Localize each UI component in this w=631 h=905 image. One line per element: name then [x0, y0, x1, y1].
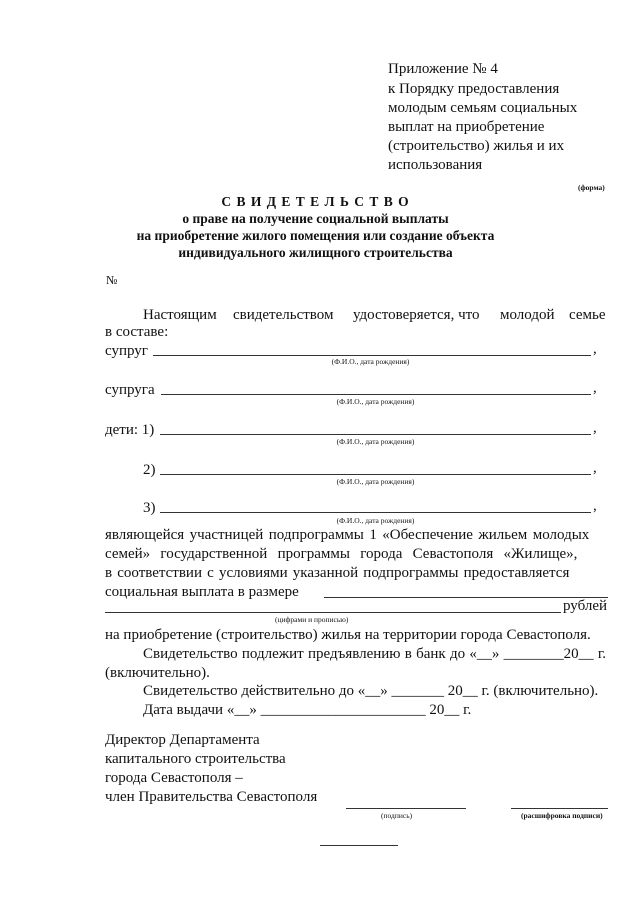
title-sub-1: о праве на получение социальной выплаты: [182, 211, 449, 226]
signatory-line-2: капитального строительства: [105, 751, 286, 767]
body-line-2: семей» государственной программы города Севастополя «Жилище»,: [105, 546, 578, 562]
signatory-line-1: Директор Департамента: [105, 732, 260, 748]
title-sub-2: на приобретение жилого помещения или создание объекта: [136, 228, 495, 243]
appendix-line-3: молодым семьям социальных: [388, 100, 578, 116]
intro-word-4: молодой: [500, 307, 555, 323]
child-3-label: 3): [143, 500, 156, 516]
validity-line: Свидетельство действительно до «__» _______ 20__ г. (включительно).: [143, 683, 599, 699]
intro-word-1: Настоящим: [143, 307, 217, 323]
appendix-line-5: (строительство) жилья и их: [388, 138, 565, 154]
appendix-line-4: выплат на приобретение: [388, 119, 545, 135]
signatory-line-4: член Правительства Севастополя: [105, 789, 318, 805]
husband-label: супруг: [105, 343, 148, 359]
intro-word-5: семье: [569, 307, 606, 323]
bank-deadline-inclusive: (включительно).: [105, 665, 210, 681]
child-2-label: 2): [143, 462, 156, 478]
rubles-label: рублей: [563, 598, 608, 614]
body-line-4: социальная выплата в размере: [105, 584, 299, 600]
child-2-comma: ,: [593, 460, 597, 476]
child-3-hint: (Ф.И.О., дата рождения): [336, 516, 415, 525]
child-1-line[interactable]: [160, 434, 591, 435]
body-line-3: в соответствии с условиями указанной подпрограммы предоставляется: [105, 565, 570, 581]
form-note: (форма): [578, 183, 605, 192]
signature-decode-line[interactable]: [511, 808, 608, 809]
title-sub-3: индивидуального жилищного строительства: [178, 245, 453, 260]
husband-comma: ,: [593, 341, 597, 357]
child-3-line[interactable]: [160, 512, 591, 513]
child-2-hint: (Ф.И.О., дата рождения): [336, 477, 415, 486]
body-line-5: на приобретение (строительство) жилья на территории города Севастополя.: [105, 627, 591, 643]
bank-deadline-line: Свидетельство подлежит предъявлению в банк до «__» ________20__ г.: [143, 646, 607, 662]
child-2-line[interactable]: [160, 474, 591, 475]
footer-divider: [320, 845, 398, 846]
child-1-comma: ,: [593, 420, 597, 436]
child-1-hint: (Ф.И.О., дата рождения): [336, 437, 415, 446]
signature-hint: (подпись): [381, 811, 413, 820]
wife-line[interactable]: [161, 394, 591, 395]
child-3-comma: ,: [593, 498, 597, 514]
wife-hint: (Ф.И.О., дата рождения): [336, 397, 415, 406]
document-title: С В И Д Е Т Е Л Ь С Т В О: [221, 194, 410, 209]
husband-hint: (Ф.И.О., дата рождения): [331, 357, 410, 366]
intro-word-2: свидетельством: [233, 307, 334, 323]
signatory-line-3: города Севастополя –: [105, 770, 243, 786]
husband-line[interactable]: [153, 355, 591, 356]
signature-line[interactable]: [346, 808, 466, 809]
appendix-line-6: использования: [388, 157, 483, 173]
wife-label: супруга: [105, 382, 155, 398]
appendix-line-1: Приложение № 4: [388, 61, 498, 77]
intro-line-2: в составе:: [105, 324, 169, 340]
wife-comma: ,: [593, 380, 597, 396]
children-label: дети: 1): [105, 422, 155, 438]
body-line-1: являющейся участницей подпрограммы 1 «Обеспечение жильем молодых: [105, 527, 590, 543]
certificate-number-label: №: [106, 273, 118, 287]
appendix-line-2: к Порядку предоставления: [388, 81, 560, 97]
amount-line-2[interactable]: [105, 612, 561, 613]
intro-word-3: удостоверяется, что: [353, 307, 480, 323]
issue-date-line: Дата выдачи «__» ______________________ 20__ г.: [143, 702, 472, 718]
amount-hint: (цифрами и прописью): [275, 615, 349, 624]
signature-decode-hint: (расшифровка подписи): [521, 811, 603, 820]
